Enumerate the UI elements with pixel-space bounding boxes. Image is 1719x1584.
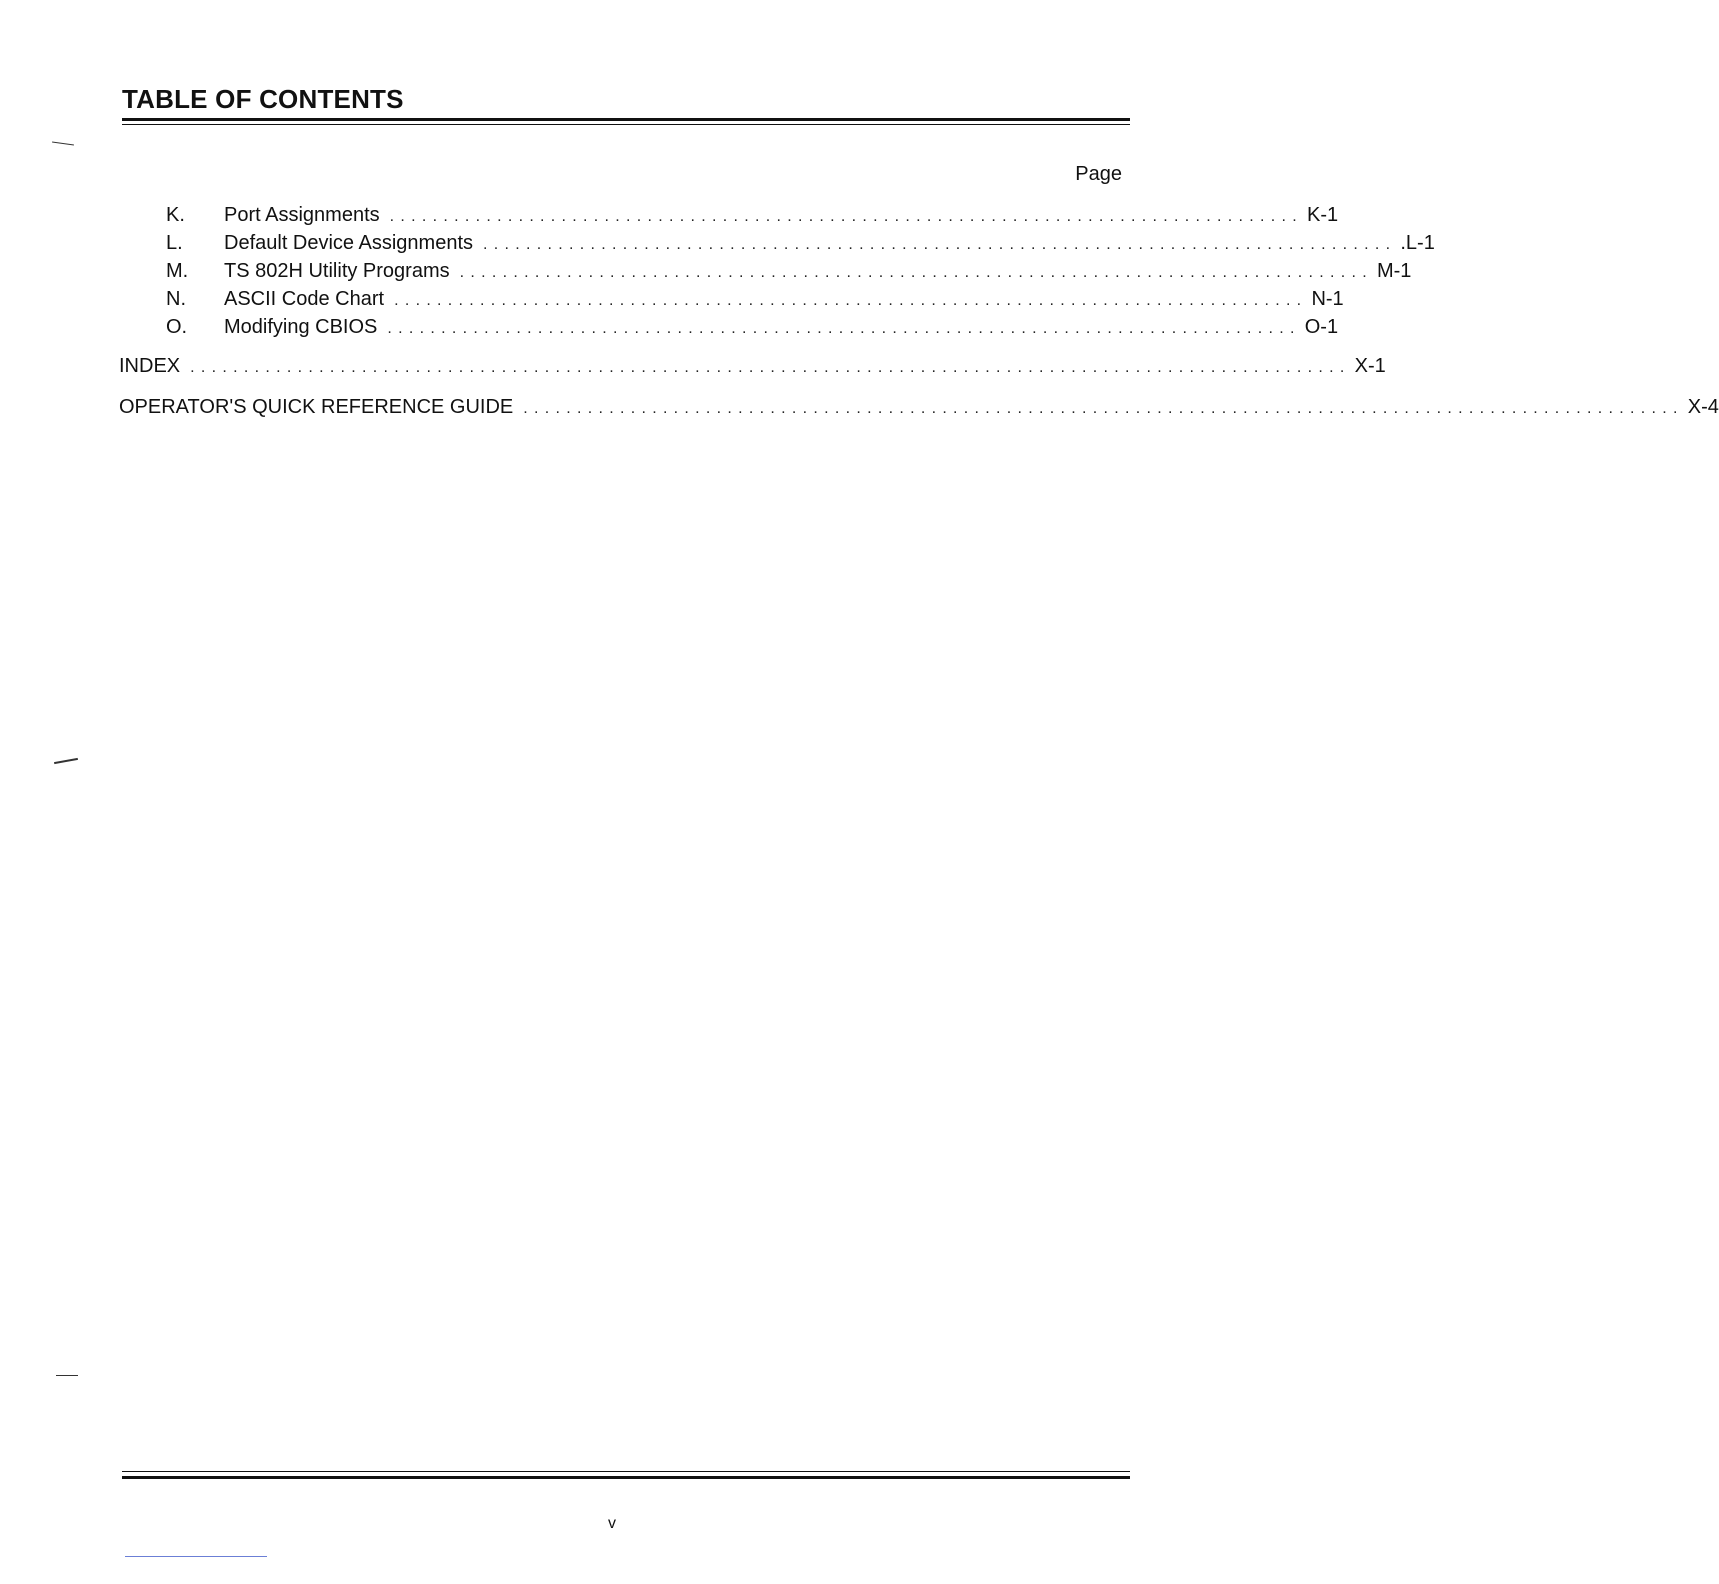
toc-entry[interactable]: [166, 230, 1435, 256]
toc-entry-letter: N.: [166, 288, 186, 310]
bottom-underline-artifact: [125, 1556, 267, 1557]
toc-section-title: INDEX: [119, 355, 181, 377]
header-rule-thick: [122, 118, 1130, 121]
toc-entry-title: Modifying CBIOS: [224, 316, 378, 338]
toc-entry-letter: K.: [166, 204, 185, 226]
toc-section-quick-reference[interactable]: [119, 394, 1719, 420]
toc-entry-letter: M.: [166, 260, 189, 282]
toc-entry-letter: O.: [166, 316, 188, 338]
toc-entry-page: .L-1: [1400, 232, 1435, 254]
scan-artifact: [54, 758, 78, 764]
toc-section-title: OPERATOR'S QUICK REFERENCE GUIDE: [119, 396, 514, 418]
toc-entry-page: M-1: [1376, 260, 1412, 282]
page-column-label: Page: [1075, 163, 1122, 185]
scan-artifact: [52, 141, 74, 145]
dot-leader: .....................................................................................: [483, 236, 1397, 253]
toc-section-page: X-4: [1687, 396, 1719, 418]
toc-entry-title: Default Device Assignments: [224, 232, 474, 254]
scan-artifact: [56, 1375, 78, 1376]
toc-entry-title: Port Assignments: [224, 204, 380, 226]
dot-leader: .....................................................................................: [387, 320, 1301, 337]
header-rule-thin: [122, 124, 1130, 125]
dot-leader: .....................................................................................: [389, 208, 1303, 225]
toc-entry[interactable]: [166, 202, 1339, 228]
toc-entry[interactable]: [166, 314, 1339, 340]
toc-entry-page: O-1: [1304, 316, 1339, 338]
toc-entry[interactable]: [166, 258, 1412, 284]
footer-page-number: v: [608, 1515, 616, 1532]
toc-section-index[interactable]: [119, 353, 1386, 379]
dot-leader: .....................................................................................: [394, 292, 1308, 309]
dot-leader: ............................................................................................................: [523, 400, 1684, 417]
toc-section-page: X-1: [1354, 355, 1386, 377]
footer-rule-thick: [122, 1476, 1130, 1479]
page-title: TABLE OF CONTENTS: [122, 84, 404, 114]
toc-entry-page: N-1: [1311, 288, 1344, 310]
toc-entry-letter: L.: [166, 232, 183, 254]
toc-entry-page: K-1: [1306, 204, 1339, 226]
toc-entry[interactable]: [166, 286, 1344, 312]
dot-leader: .....................................................................................: [459, 264, 1373, 281]
footer-rule-thin: [122, 1471, 1130, 1472]
toc-entry-title: ASCII Code Chart: [224, 288, 385, 310]
dot-leader: ............................................................................................................: [190, 359, 1351, 376]
toc-entry-title: TS 802H Utility Programs: [224, 260, 450, 282]
